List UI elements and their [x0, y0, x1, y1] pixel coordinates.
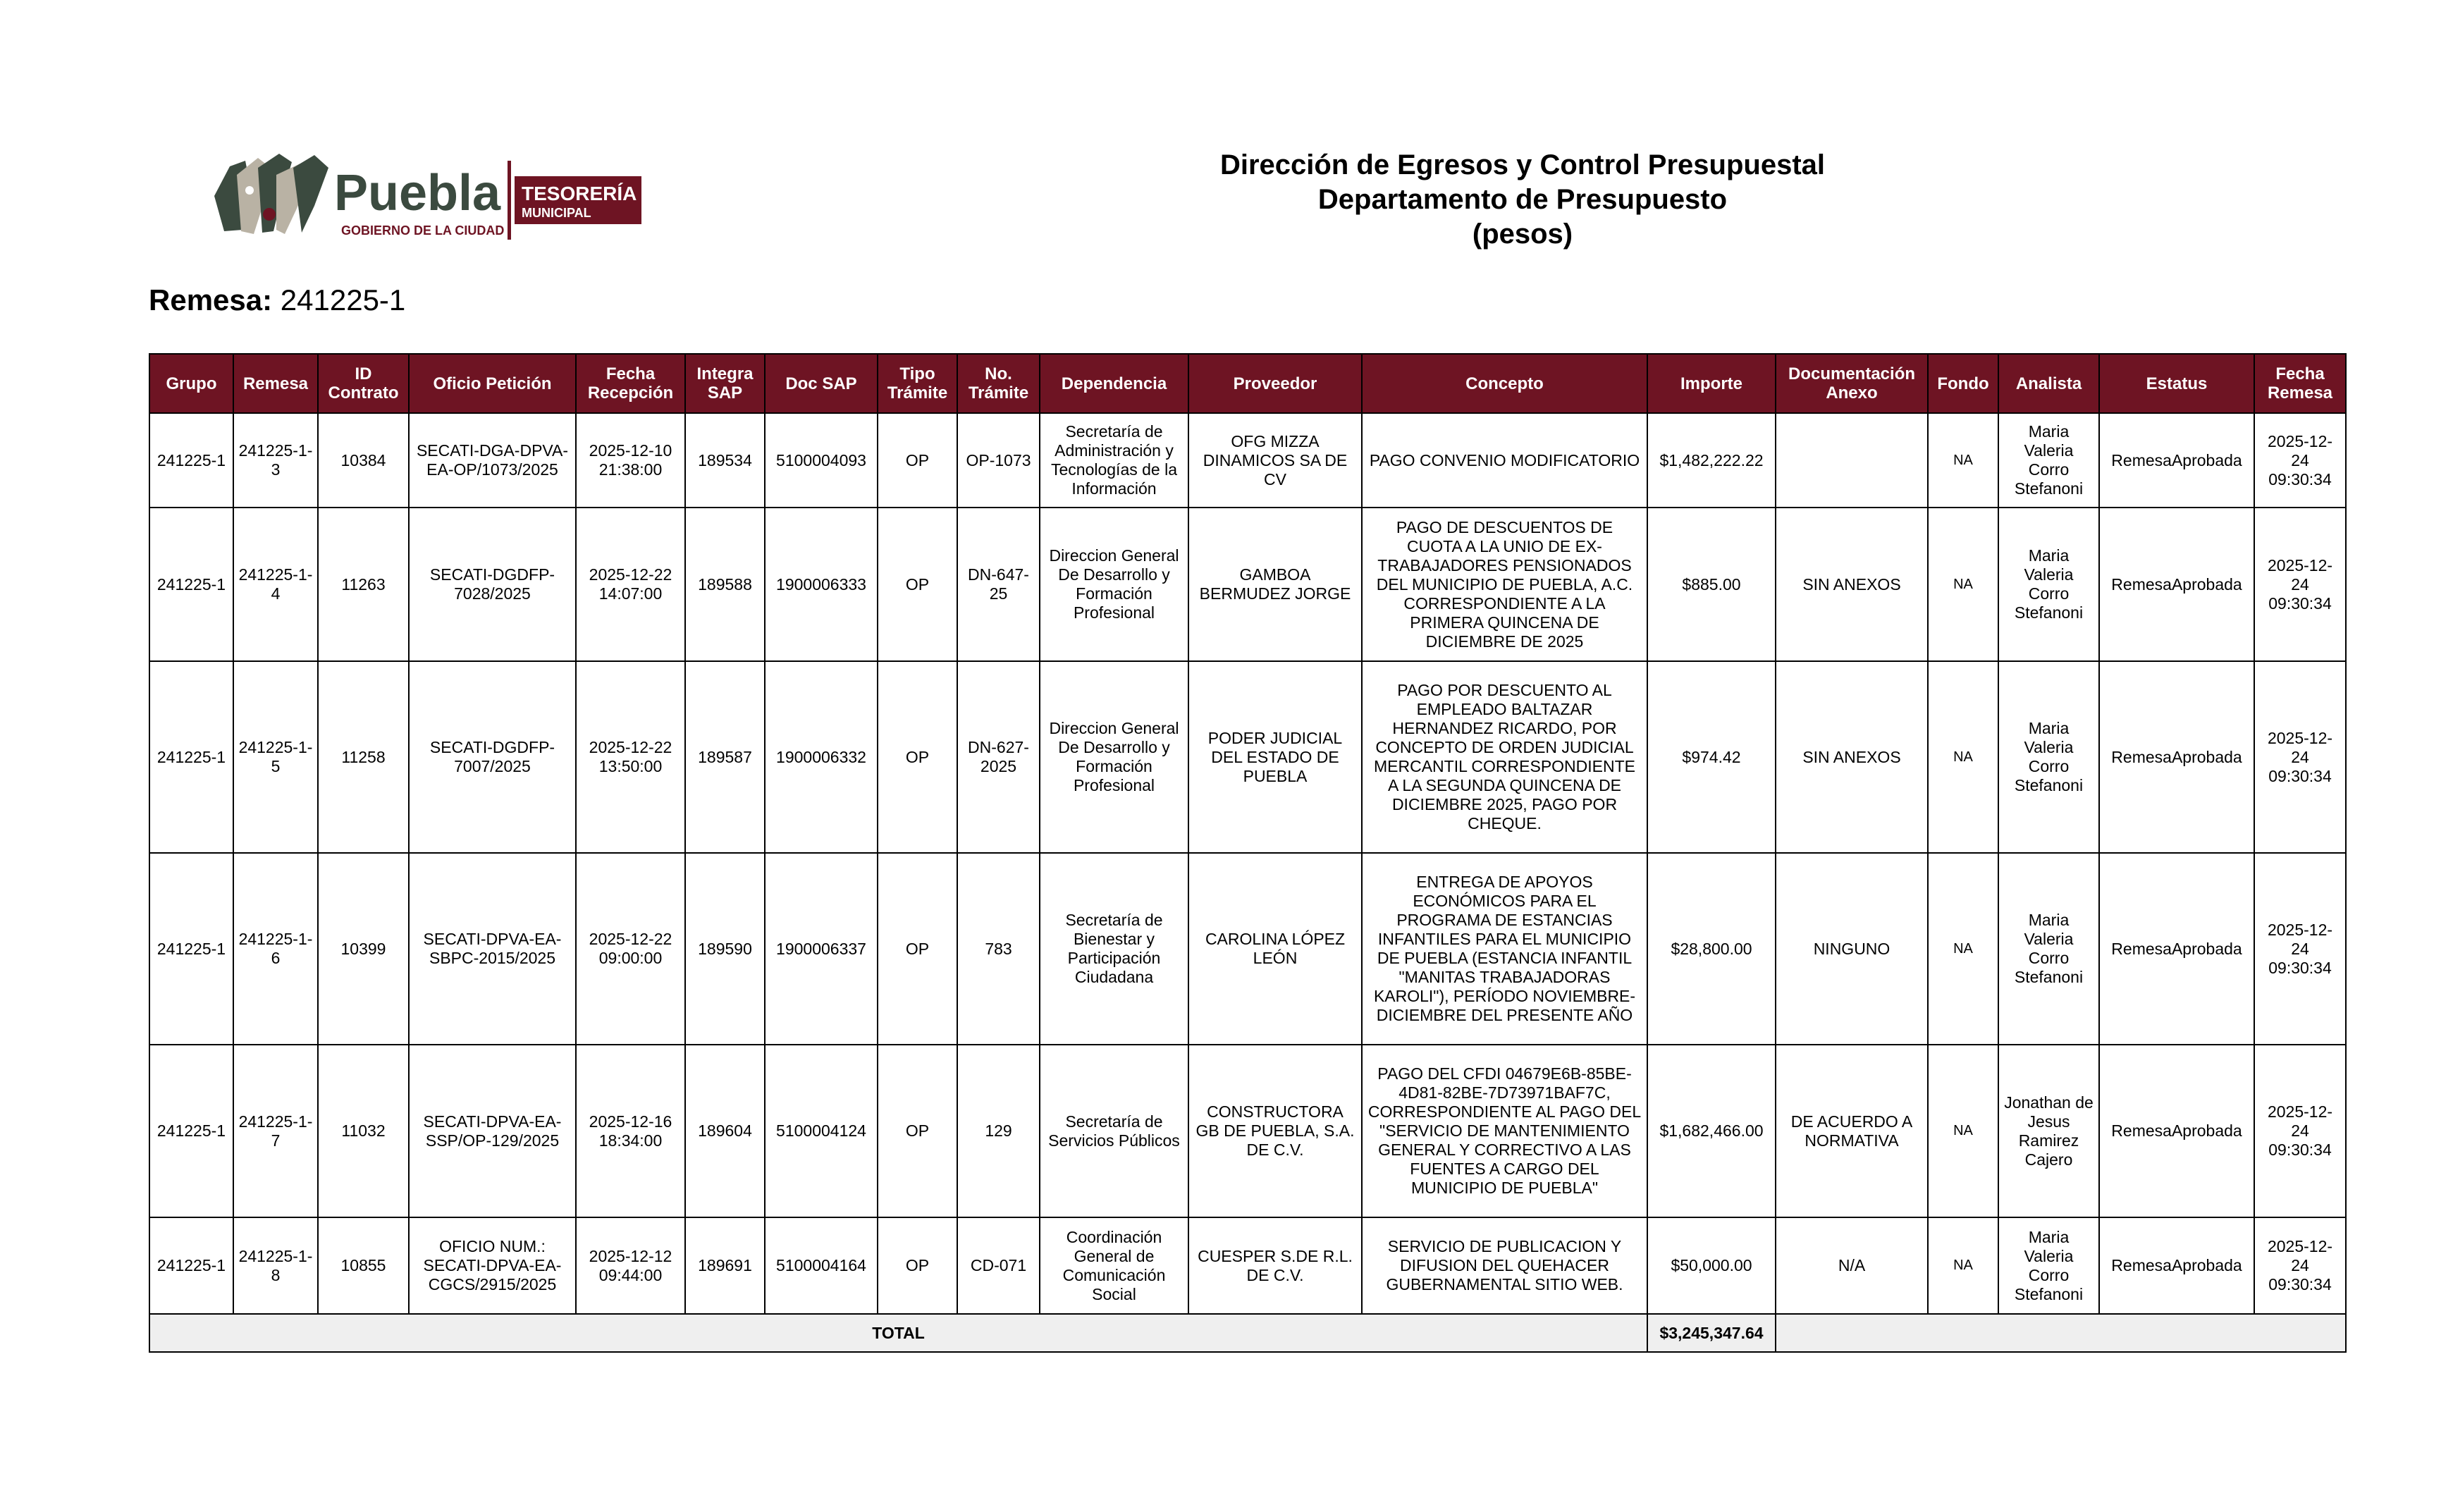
cell-no-tramite: 783 [957, 853, 1040, 1045]
col-header: ID Contrato [318, 354, 409, 413]
cell-proveedor: CUESPER S.DE R.L. DE C.V. [1188, 1217, 1362, 1314]
cell-importe: $1,682,466.00 [1647, 1045, 1776, 1217]
cell-grupo: 241225-1 [149, 1045, 233, 1217]
cell-tipo-tramite: OP [878, 661, 957, 853]
cell-documentacion: SIN ANEXOS [1776, 661, 1928, 853]
cell-fecha-remesa: 2025-12-24 09:30:34 [2254, 413, 2346, 508]
cell-oficio: OFICIO NUM.: SECATI-DPVA-EA-CGCS/2915/2025 [409, 1217, 576, 1314]
cell-dependencia: Direccion General De Desarrollo y Formación Profesional [1040, 508, 1188, 661]
cell-importe: $28,800.00 [1647, 853, 1776, 1045]
table-row [149, 1217, 2346, 1314]
cell-documentacion: SIN ANEXOS [1776, 508, 1928, 661]
cell-tipo-tramite: OP [878, 413, 957, 508]
col-header: No. Trámite [957, 354, 1040, 413]
svg-text:GOBIERNO DE LA CIUDAD: GOBIERNO DE LA CIUDAD [341, 223, 505, 238]
cell-integra-sap: 189587 [685, 661, 765, 853]
cell-grupo: 241225-1 [149, 413, 233, 508]
cell-importe: $1,482,222.22 [1647, 413, 1776, 508]
cell-fecha-recepcion: 2025-12-16 18:34:00 [576, 1045, 685, 1217]
header-line-2: Departamento de Presupuesto [1317, 184, 1728, 215]
cell-fondo: NA [1928, 508, 1998, 661]
total-label: TOTAL [149, 1314, 1647, 1352]
remesa-table [149, 353, 2347, 1353]
cell-id-contrato: 10384 [318, 413, 409, 508]
cell-fecha-remesa: 2025-12-24 09:30:34 [2254, 1045, 2346, 1217]
col-header: Oficio Petición [409, 354, 576, 413]
cell-grupo: 241225-1 [149, 508, 233, 661]
cell-tipo-tramite: OP [878, 853, 957, 1045]
cell-remesa: 241225-1-6 [233, 853, 318, 1045]
cell-id-contrato: 11263 [318, 508, 409, 661]
col-header: Analista [1998, 354, 2099, 413]
cell-remesa: 241225-1-5 [233, 661, 318, 853]
cell-estatus: RemesaAprobada [2099, 508, 2254, 661]
remesa-label [149, 283, 405, 317]
cell-grupo: 241225-1 [149, 661, 233, 853]
cell-documentacion: N/A [1776, 1217, 1928, 1314]
cell-concepto: PAGO POR DESCUENTO AL EMPLEADO BALTAZAR HERNANDEZ RICARDO, POR CONCEPTO DE ORDEN JUDICIAL MERCANTIL CORRESPONDIENTE A LA SEGUNDA QUINCENA DE DICIEMBRE 2025, PAGO POR CHEQUE. [1362, 661, 1647, 853]
cell-analista: Maria Valeria Corro Stefanoni [1998, 853, 2099, 1045]
cell-concepto: PAGO DE DESCUENTOS DE CUOTA A LA UNIO DE EX-TRABAJADORES PENSIONADOS DEL MUNICIPIO DE PUEBLA, A.C. CORRESPONDIENTE A LA PRIMERA QUINCENA DE DICIEMBRE DE 2025 [1362, 508, 1647, 661]
cell-grupo: 241225-1 [149, 1217, 233, 1314]
header-line-1: Dirección de Egresos y Control Presupuestal [1219, 149, 1826, 180]
puebla-logo [209, 147, 646, 245]
col-header: Fondo [1928, 354, 1998, 413]
cell-id-contrato: 11258 [318, 661, 409, 853]
cell-fondo: NA [1928, 1217, 1998, 1314]
cell-analista: Maria Valeria Corro Stefanoni [1998, 661, 2099, 853]
col-header: Integra SAP [685, 354, 765, 413]
svg-text:Puebla: Puebla [334, 165, 501, 221]
cell-importe: $885.00 [1647, 508, 1776, 661]
cell-fecha-remesa: 2025-12-24 09:30:34 [2254, 661, 2346, 853]
cell-proveedor: CONSTRUCTORA GB DE PUEBLA, S.A. DE C.V. [1188, 1045, 1362, 1217]
cell-integra-sap: 189604 [685, 1045, 765, 1217]
cell-fondo: NA [1928, 413, 1998, 508]
cell-id-contrato: 11032 [318, 1045, 409, 1217]
cell-estatus: RemesaAprobada [2099, 1217, 2254, 1314]
cell-fecha-recepcion: 2025-12-22 14:07:00 [576, 508, 685, 661]
cell-fecha-remesa: 2025-12-24 09:30:34 [2254, 853, 2346, 1045]
cell-analista: Maria Valeria Corro Stefanoni [1998, 1217, 2099, 1314]
header-line-3: (pesos) [1472, 219, 1573, 250]
cell-no-tramite: CD-071 [957, 1217, 1040, 1314]
cell-importe: $50,000.00 [1647, 1217, 1776, 1314]
cell-analista: Jonathan de Jesus Ramirez Cajero [1998, 1045, 2099, 1217]
table-row [149, 508, 2346, 661]
cell-concepto: SERVICIO DE PUBLICACION Y DIFUSION DEL QUEHACER GUBERNAMENTAL SITIO WEB. [1362, 1217, 1647, 1314]
cell-doc-sap: 1900006332 [765, 661, 878, 853]
cell-dependencia: Secretaría de Administración y Tecnologías de la Información [1040, 413, 1188, 508]
col-header: Proveedor [1188, 354, 1362, 413]
cell-oficio: SECATI-DGA-DPVA-EA-OP/1073/2025 [409, 413, 576, 508]
cell-fecha-remesa: 2025-12-24 09:30:34 [2254, 508, 2346, 661]
table-row [149, 413, 2346, 508]
col-header: Grupo [149, 354, 233, 413]
cell-documentacion: DE ACUERDO A NORMATIVA [1776, 1045, 1928, 1217]
cell-oficio: SECATI-DPVA-EA-SBPC-2015/2025 [409, 853, 576, 1045]
cell-no-tramite: 129 [957, 1045, 1040, 1217]
cell-remesa: 241225-1-7 [233, 1045, 318, 1217]
document-header [1086, 148, 1960, 252]
cell-dependencia: Coordinación General de Comunicación Social [1040, 1217, 1188, 1314]
cell-analista: Maria Valeria Corro Stefanoni [1998, 413, 2099, 508]
cell-estatus: RemesaAprobada [2099, 1045, 2254, 1217]
cell-dependencia: Secretaría de Servicios Públicos [1040, 1045, 1188, 1217]
col-header: Remesa [233, 354, 318, 413]
cell-estatus: RemesaAprobada [2099, 661, 2254, 853]
cell-fondo: NA [1928, 853, 1998, 1045]
cell-fecha-recepcion: 2025-12-10 21:38:00 [576, 413, 685, 508]
cell-integra-sap: 189590 [685, 853, 765, 1045]
cell-doc-sap: 5100004124 [765, 1045, 878, 1217]
cell-no-tramite: DN-627-2025 [957, 661, 1040, 853]
cell-dependencia: Secretaría de Bienestar y Participación Ciudadana [1040, 853, 1188, 1045]
cell-no-tramite: DN-647-25 [957, 508, 1040, 661]
col-header: Documentación Anexo [1776, 354, 1928, 413]
cell-dependencia: Direccion General De Desarrollo y Formación Profesional [1040, 661, 1188, 853]
remesa-value: 241225-1 [280, 283, 406, 316]
cell-id-contrato: 10855 [318, 1217, 409, 1314]
cell-estatus: RemesaAprobada [2099, 853, 2254, 1045]
cell-integra-sap: 189691 [685, 1217, 765, 1314]
cell-fecha-recepcion: 2025-12-12 09:44:00 [576, 1217, 685, 1314]
cell-no-tramite: OP-1073 [957, 413, 1040, 508]
cell-doc-sap: 1900006333 [765, 508, 878, 661]
total-value: $3,245,347.64 [1647, 1314, 1776, 1352]
cell-fecha-recepcion: 2025-12-22 09:00:00 [576, 853, 685, 1045]
svg-text:MUNICIPAL: MUNICIPAL [522, 206, 591, 220]
emblem-icon [214, 154, 328, 234]
col-header: Fecha Recepción [576, 354, 685, 413]
table-row [149, 661, 2346, 853]
cell-doc-sap: 1900006337 [765, 853, 878, 1045]
svg-text:TESORERÍA: TESORERÍA [522, 183, 637, 204]
cell-proveedor: OFG MIZZA DINAMICOS SA DE CV [1188, 413, 1362, 508]
col-header: Importe [1647, 354, 1776, 413]
cell-concepto: PAGO DEL CFDI 04679E6B-85BE-4D81-82BE-7D73971BAF7C, CORRESPONDIENTE AL PAGO DEL "SERVICIO DE MANTENIMIENTO GENERAL Y CORRECTIVO A LAS FUENTES A CARGO DEL MUNICIPIO DE PUEBLA" [1362, 1045, 1647, 1217]
cell-documentacion: NINGUNO [1776, 853, 1928, 1045]
cell-remesa: 241225-1-8 [233, 1217, 318, 1314]
total-row [149, 1314, 2346, 1352]
cell-oficio: SECATI-DGDFP-7007/2025 [409, 661, 576, 853]
cell-doc-sap: 5100004164 [765, 1217, 878, 1314]
cell-tipo-tramite: OP [878, 1045, 957, 1217]
col-header: Dependencia [1040, 354, 1188, 413]
cell-documentacion [1776, 413, 1928, 508]
cell-remesa: 241225-1-4 [233, 508, 318, 661]
cell-analista: Maria Valeria Corro Stefanoni [1998, 508, 2099, 661]
cell-estatus: RemesaAprobada [2099, 413, 2254, 508]
cell-doc-sap: 5100004093 [765, 413, 878, 508]
cell-grupo: 241225-1 [149, 853, 233, 1045]
cell-importe: $974.42 [1647, 661, 1776, 853]
total-filler [1776, 1314, 2346, 1352]
col-header: Fecha Remesa [2254, 354, 2346, 413]
cell-integra-sap: 189588 [685, 508, 765, 661]
cell-proveedor: GAMBOA BERMUDEZ JORGE [1188, 508, 1362, 661]
col-header: Estatus [2099, 354, 2254, 413]
cell-oficio: SECATI-DGDFP-7028/2025 [409, 508, 576, 661]
cell-fondo: NA [1928, 1045, 1998, 1217]
cell-tipo-tramite: OP [878, 508, 957, 661]
cell-integra-sap: 189534 [685, 413, 765, 508]
cell-proveedor: CAROLINA LÓPEZ LEÓN [1188, 853, 1362, 1045]
col-header: Doc SAP [765, 354, 878, 413]
cell-concepto: PAGO CONVENIO MODIFICATORIO [1362, 413, 1647, 508]
col-header: Concepto [1362, 354, 1647, 413]
col-header: Tipo Trámite [878, 354, 957, 413]
cell-proveedor: PODER JUDICIAL DEL ESTADO DE PUEBLA [1188, 661, 1362, 853]
table-header-row [149, 354, 2346, 413]
cell-fondo: NA [1928, 661, 1998, 853]
cell-fecha-remesa: 2025-12-24 09:30:34 [2254, 1217, 2346, 1314]
cell-id-contrato: 10399 [318, 853, 409, 1045]
table-row [149, 853, 2346, 1045]
cell-concepto: ENTREGA DE APOYOS ECONÓMICOS PARA EL PROGRAMA DE ESTANCIAS INFANTILES PARA EL MUNICIPIO DE PUEBLA (ESTANCIA INFANTIL "MANITAS TRABAJADORAS KAROLI"), PERÍODO NOVIEMBRE-DICIEMBRE DEL PRESENTE AÑO [1362, 853, 1647, 1045]
table-row [149, 1045, 2346, 1217]
cell-oficio: SECATI-DPVA-EA-SSP/OP-129/2025 [409, 1045, 576, 1217]
cell-fecha-recepcion: 2025-12-22 13:50:00 [576, 661, 685, 853]
cell-remesa: 241225-1-3 [233, 413, 318, 508]
cell-tipo-tramite: OP [878, 1217, 957, 1314]
remesa-label-key: Remesa: [149, 283, 273, 316]
